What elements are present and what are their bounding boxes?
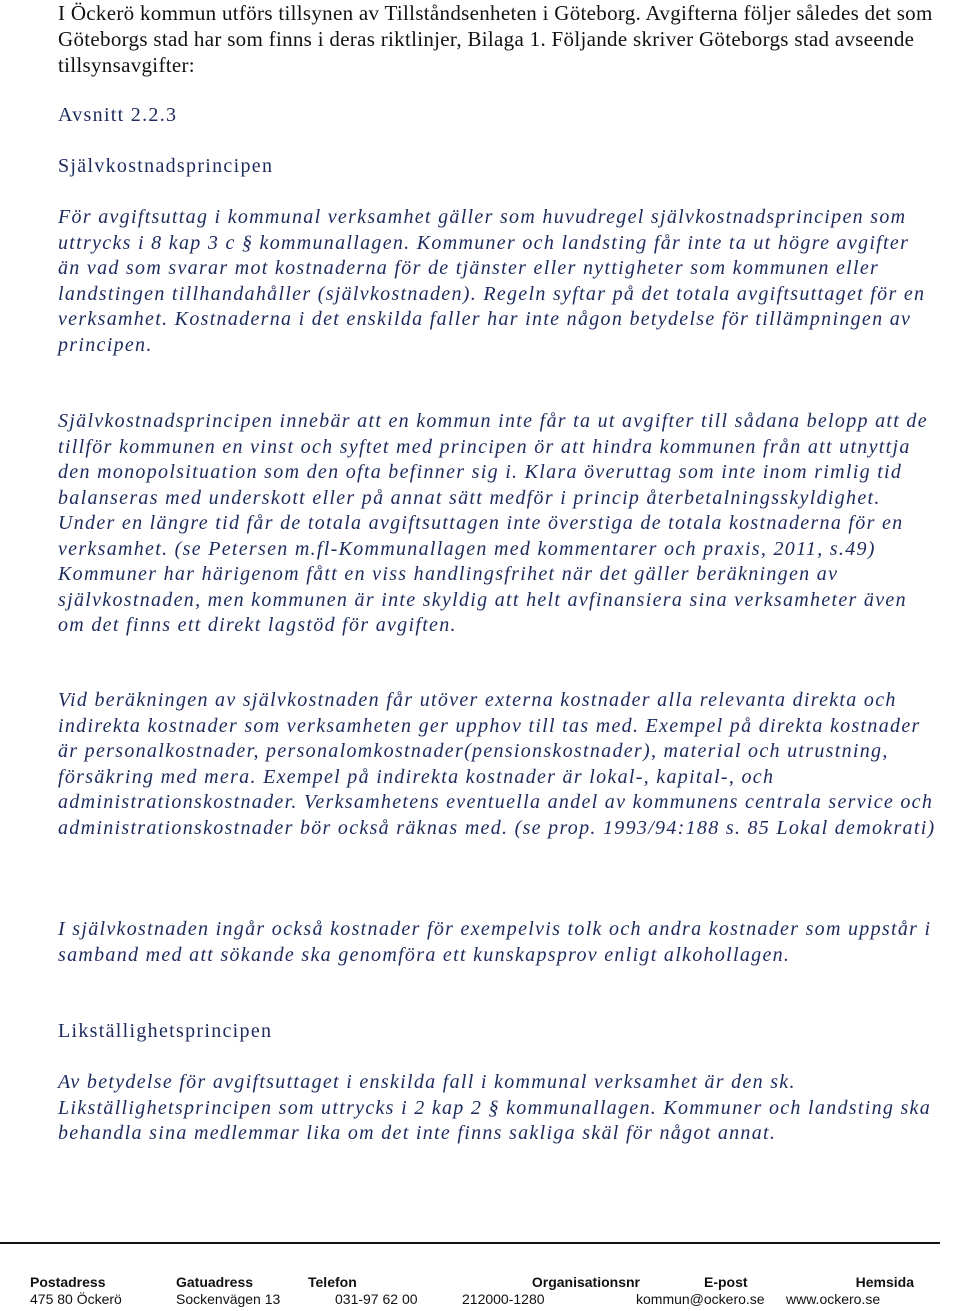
footer-gatuadress: [176, 1274, 280, 1308]
paragraph-4: I självkostnaden ingår också kostnader för exempelvis tolk och andra kostnader som uppstår i samband med att sökande ska genomföra ett kunskapsprov enligt alkohollagen.: [58, 918, 932, 966]
heading-likstallighetsprincipen: Likställighetsprincipen: [58, 1020, 273, 1042]
footer-telefon-value: 031-97 62 00: [335, 1291, 418, 1307]
footer-epost-value[interactable]: kommun@ockero.se: [636, 1291, 765, 1307]
paragraph-1: För avgiftsuttag i kommunal verksamhet gäller som huvudregel självkostnadsprincipen som uttrycks i 8 kap 3 c § kommunallagen. Kommuner och landsting får inte ta ut högre avgifter än vad som svarar mot kostnaderna för de tjänster eller nyttigheter som kommunen eller landstingen tillhandahåller (självkostnaden). Regeln syftar på det totala avgiftsuttaget för en verksamhet. Kostnaderna i det enskilda faller har inte någon betydelse för tillämpningen av principen.: [58, 206, 926, 356]
footer-gatuadress-value: Sockenvägen 13: [176, 1291, 281, 1307]
footer-postadress-value: 475 80 Öckerö: [30, 1291, 122, 1307]
footer-hemsida-label: Hemsida: [855, 1274, 914, 1290]
footer-gatuadress-label: Gatuadress: [176, 1274, 254, 1290]
footer-orgnr-value: 212000-1280: [462, 1291, 545, 1307]
footer-postadress: [30, 1274, 122, 1308]
footer-hemsida-value[interactable]: www.ockero.se: [786, 1291, 881, 1307]
paragraph-5: Av betydelse för avgiftsuttaget i enskilda fall i kommunal verksamhet är den sk. Likställighetsprincipen som uttrycks i 2 kap 2 § kommunallagen. Kommuner och landsting ska behandla sina medlemmar lika om det inte finns sakliga skäl för något annat.: [58, 1071, 932, 1144]
intro-paragraph: I Öckerö kommun utförs tillsynen av Tillståndsenheten i Göteborg. Avgifterna följer således det som Göteborgs stad har som finns i deras riktlinjer, Bilaga 1. Följande skriver Göteborgs stad avseende tillsynsavgifter:: [58, 1, 933, 77]
heading-sjalvkostnadsprincipen: Självkostnadsprincipen: [58, 155, 274, 177]
footer-hemsida: [786, 1274, 914, 1308]
paragraph-3: Vid beräkningen av självkostnaden får utöver externa kostnader alla relevanta direkta och indirekta kostnader som verksamheten ger upphov till tas med. Exempel på direkta kostnader är personalkostnader, personalomkostnader(pensionskostnader), material och utrustning, försäkring med mera. Exempel på indirekta kostnader är lokal-, kapital-, och administrationskostnader. Verksamhetens eventuella andel av kommunens centrala service och administrationskostnader bör också räknas med. (se prop. 1993/94:188 s. 85 Lokal demokrati): [58, 689, 936, 839]
footer: [0, 1274, 960, 1310]
paragraph-2: Självkostnadsprincipen innebär att en kommun inte får ta ut avgifter till sådana belopp att de tillför kommunen en vinst och syftet med principen ör att hindra kommunen från att utnyttja den monopolsituation som den ofta befinner sig i. Klara överuttag som inte inom rimlig tid balanseras med underskott eller på annat sätt medför i princip återbetalningsskyldighet. Under en längre tid får de totala avgiftsuttagen inte överstiga de totala kostnaderna för en verksamhet. (se Petersen m.fl-Kommunallagen med kommentarer och praxis, 2011, s.49) Kommuner har härigenom fått en viss handlingsfrihet när det gäller beräkningen av självkostnaden, men kommunen är inte skyldig att helt avfinansiera sina verksamheter även om det finns ett direkt lagstöd för avgiften.: [58, 410, 928, 636]
footer-telefon-label: Telefon: [308, 1274, 357, 1290]
footer-divider: [0, 1242, 940, 1244]
footer-epost-label: E-post: [704, 1274, 748, 1290]
section-number: Avsnitt 2.2.3: [58, 104, 178, 126]
footer-orgnr: [460, 1274, 640, 1308]
footer-epost: [636, 1274, 766, 1308]
footer-telefon: [308, 1274, 418, 1308]
footer-postadress-label: Postadress: [30, 1274, 106, 1290]
footer-orgnr-label: Organisationsnr: [531, 1274, 640, 1290]
